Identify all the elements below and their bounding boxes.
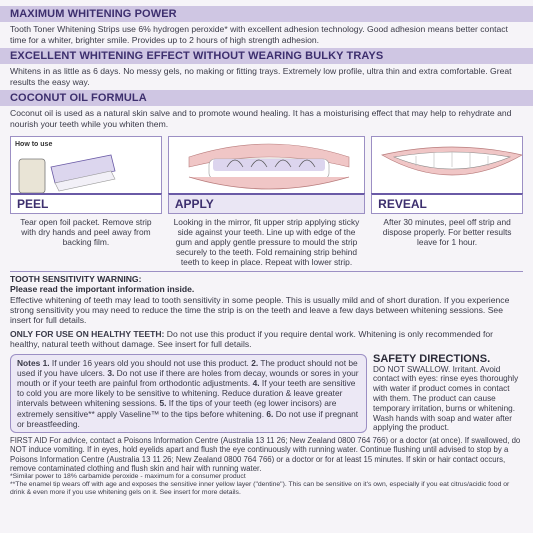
notes-lead: Notes (17, 357, 41, 368)
section-text-no-trays: Whitens in as little as 6 days. No messy gels, no making or fitting trays. Extremely low profile, ultra thin and extra comfortable. Great results the easy way. (10, 66, 512, 87)
healthy-teeth-notice (0, 329, 533, 350)
apply-label: APPLY (168, 193, 365, 214)
note-3-text: Do not use if there are holes from decay, wounds or sores in your mouth or if your teeth are painful from orthodontic adjustments. (17, 367, 359, 388)
healthy-teeth-text: Do not use this product if you require dental work. Whitening is only recommended for healthy, natural teeth without damage. See insert for full details. (10, 328, 494, 350)
reveal-illustration (371, 136, 523, 193)
first-aid-text: FIRST AID For advice, contact a Poisons Information Centre (Australia 13 11 26; New Zealand 0800 764 766) or a doctor (at once). If swallowed, do NOT induce vomiting. If in eyes, hold eyelids apart and flush the eye continuously with running water. Continue flushing until advised to stop by a Poisons Information Centre (Australia 13 11 26; New Zealand 0800 764 766) or a doctor or for at least 15 minutes. If skin or hair contact occurs, remove contaminated clothing and flush skin and hair with running water. (10, 436, 521, 473)
safety-directions (373, 354, 523, 434)
note-2-text: The product should not be used if you have ulcers. (17, 357, 358, 378)
section-heading-whitening-power: MAXIMUM WHITENING POWER (0, 6, 533, 22)
notes-box (10, 354, 367, 434)
warning-title: TOOTH SENSITIVITY WARNING: (10, 273, 142, 284)
healthy-teeth-lead: ONLY FOR USE ON HEALTHY TEETH: (10, 328, 165, 339)
apply-instructions: Looking in the mirror, fit upper strip applying sticky side against your teeth. Line up with edge of the gum and apply gentle pressure to mould the strip securely to the teeth. Fold remaining strip behind teeth to keep in place. Repeat with lower strip. (173, 216, 360, 267)
notes-row (0, 350, 533, 434)
note-1-text: If under 16 years old you should not use this product. (49, 357, 252, 368)
step-reveal (371, 136, 523, 267)
safety-title: SAFETY DIRECTIONS. (373, 352, 491, 365)
note-6-number: 6. (266, 408, 274, 419)
note-1-number: 1. (42, 357, 50, 368)
warning-text: Effective whitening of teeth may lead to tooth sensitivity in some people. This is usually mild and of short duration. If you experience strong sensitivity you may need to reduce the time the strip is on the teeth and leave a few days between whitening sessions. See insert for full details. (10, 294, 510, 326)
note-5-number: 5. (159, 398, 167, 409)
reveal-instructions: After 30 minutes, peel off strip and dispose properly. For better results leave for 1 hour. (382, 216, 512, 247)
section-text-coconut-oil: Coconut oil is used as a natural skin salve and to promote wound healing. It has a moisturising effect that may help to rehydrate and nourish your teeth while you whiten them. (10, 108, 512, 129)
step-apply (168, 136, 365, 267)
apply-teeth-icon (169, 137, 365, 193)
note-4-number: 4. (252, 378, 260, 388)
step-peel (10, 136, 162, 267)
apply-illustration (168, 136, 365, 193)
note-3-number: 3. (107, 367, 115, 378)
note-2-number: 2. (251, 357, 259, 368)
warning-subtitle: Please read the important information inside. (10, 284, 195, 295)
peel-label: PEEL (10, 193, 162, 214)
note-6-text: Do not use if pregnant or breastfeeding. (17, 408, 359, 429)
footnote-2: **The enamel tip wears off with age and exposes the sensitive inner yellow layer ("dentine"). This can be sensitive on it's own, especially if you eat citrus/acidic food or drink & even more if you use whitening gels on it. See insert for more details. (10, 480, 510, 496)
note-5-text: If the tips of your teeth (eg lower incisors) are extremely sensitive** apply Vaseline™ to the tips before whitening. (17, 398, 337, 419)
how-to-use-label: How to use (15, 140, 53, 148)
peel-instructions: Tear open foil packet. Remove strip with dry hands and peel away from backing film. (20, 216, 152, 247)
footnote-1: *Similar power to 18% carbamide peroxide - maximum for a consumer product (10, 472, 246, 480)
reveal-label: REVEAL (371, 193, 523, 214)
peel-illustration (10, 136, 162, 193)
section-text-whitening-power: Tooth Toner Whitening Strips use 6% hydrogen peroxide* with excellent adhesion technology. Good adhesion means better contact time for a whiter, brighter smile. Provides up to 2 hours of high strength adhesion. (10, 24, 508, 45)
section-heading-no-trays: EXCELLENT WHITENING EFFECT WITHOUT WEARING BULKY TRAYS (0, 48, 533, 64)
safety-text: DO NOT SWALLOW. Irritant. Avoid contact with eyes: rinse eyes thoroughly with water if product comes in contact with them. The product can cause temporary irritation, burns or whitening. Wash hands with soap and water after applying the product. (373, 364, 519, 433)
peel-strip-icon (11, 137, 121, 193)
reveal-smile-icon (372, 137, 523, 193)
section-heading-coconut-oil: COCONUT OIL FORMULA (0, 90, 533, 106)
note-4-text: If your teeth are sensitive to cold you are more likely to be sensitive to whitening. Reduce duration & leave greater intervals between whitening sessions. (17, 378, 356, 409)
divider (10, 271, 523, 272)
instruction-panels (0, 133, 533, 267)
